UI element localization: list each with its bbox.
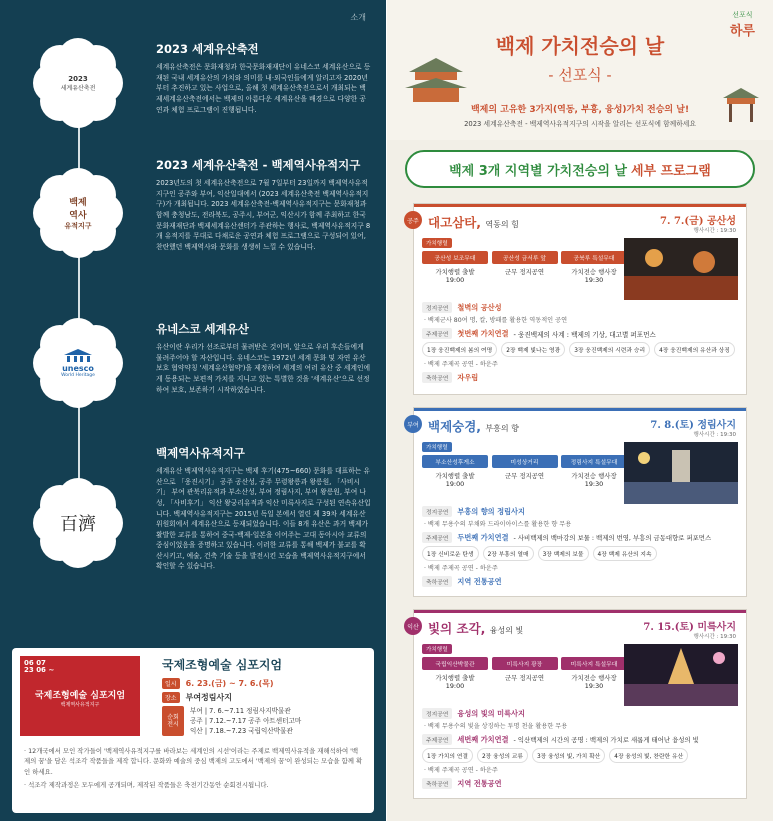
card-date: 7. 15.(토) 미륵사지 [643,622,736,633]
section-historic-areas [156,446,371,572]
parade-route: 가치행렬 부소산성후게소 가치행렬 출발 19:00 미성상거리 군무 정지공연 정림사지 특설무대 가치전승 행사장 19:30 [422,442,627,502]
parade-route: 가치행렬 국립익산박물관 가치행렬 출발 19:00 미륵사지 광장 군무 정지공연 미륵사지 특설무대 가치전승 행사장 19:30 [422,644,627,704]
card-title: 대고삼타, 역동의 힘 [428,215,519,230]
episode-list: 1장 웅진백제의 봄의 여명 2장 백제 빛나는 영광 3장 웅진백제의 시련과 승리 4장 웅진백제의 유산과 상징 [422,342,738,357]
program-title: 백제 가치전승의 날 [495,34,665,58]
symposium-period: 6. 23.(금) ~ 7. 6.(목) [185,679,274,688]
festival-logo-badge [33,38,123,128]
logo-year: 2023 [68,74,88,83]
event-photo [624,644,738,706]
card-time: 행사시간 : 19:30 [693,432,736,438]
static-show: 철벽의 공산성 [457,302,502,312]
haru-brand: 선포식 하루 [729,11,755,39]
section-title: 2023 세계유산축전 - 백제역사유적지구 [156,158,361,172]
program-banner: 백제 3개 지역별 가치전승의 날 세부 프로그램 [405,150,755,188]
unesco-temple-icon [61,348,95,364]
event-photo [624,238,738,300]
timeline-line [78,60,80,530]
episode-list: 1장 가치의 연결 2장 융성의 교류 3장 융성의 빛, 가치 확산 4장 융성의 빛, 찬란한 유산 [422,748,738,763]
tour-buyeo: 부여 | 7. 6.~7.11 정림사지박물관 [190,707,291,715]
program-header [387,0,773,140]
city-badge: 공주 [404,211,422,229]
program-subline: 2023 세계유산축전 - 백제역사유적지구의 시작을 알리는 선포식에 함께하세요 [464,120,696,128]
card-date: 7. 7.(금) 공산성 [660,216,736,227]
unesco-logo-badge: unesco World Heritage [33,318,123,408]
program-subtitle: - 선포식 - [548,66,612,84]
poster-subtitle: 백제역사유적지구 [60,702,100,709]
celebration-show: 자우림 [457,372,479,382]
program-panel [387,0,773,821]
section-body: 세계유산축전은 문화재청과 한국문화재재단이 유네스코 세계유산으로 등재된 국내 세계유산의 가치와 의미를 내·외국인들에게 알리고자 2020년부터 추진하고 있는 사업으로, 올해 첫 세계유산축전으로서 개최되는 백제세계유산축전에서는 백제의 아름다운 세계유산을 배경으로 다양한 공연과 체험 프로그램이 진행됩니다. [156,63,371,114]
section-body: 세계유산 백제역사유적지구는 백제 후기(475~660) 문화를 대표하는 유산으로 「웅진시기」 공주 공산성, 공주 무령왕릉과 왕릉원, 「사비시기」 부여 관북리유적과 부소산성, 부여 정림사지, 부여 왕릉원, 부여 나성, 「사비후기」 익산 왕궁리유적과 익산 미륵사지로 구성된 연속유산입니다. 백제역사유적지구는 2015년 독일 본에서 열린 제 39차 세계유산위원회에서 세계유산으로 등재되었습니다. 이들 8개 유산은 과거 백제가 활발한 교류를 통하여 중국-백제-일본을 이어주는 고대 동아시아 교류의 중심이었음을 증명하고 있습니다. 이러한 교류를 통해 백제가 불교를 확산시키고, 예술, 건축 기술 등을 발전시킨 모습을 백제역사유적지구에서 확인할 수 있습니다. [156,467,371,571]
symposium-poster [20,656,140,736]
card-time: 행사시간 : 19:30 [693,228,736,234]
card-title: 빛의 조각, 융성의 빛 [428,621,524,636]
section-title: 2023 세계유산축전 [156,42,259,56]
tour-gongju: 공주 | 7.12.~7.17 공주 아트센터고마 [190,717,302,726]
program-card-buyeo: 부여 백제숭경, 부흥의 향 7. 8.(토) 정림사지 행사시간 : 19:30 가치행렬 부소산성후게소 가치행렬 출발 19:00 미성상거리 군무 정지공연 정림사지 특설무대 가치전승 행사장 19:30 정지공연 부흥의 향의 정림사지 · 백제 무용수의 부채와 드라이아이스를 활용한 향 무용 주제공연 두번째 가치연결 - 사비백제의 백마강의 보물 : 백제의 번영, 부흥의 금동대향로 퍼포먼스 1장 신비로운 탄생 2장 부흥의 열매 3장 백제의 보물 4장 백제 유산의 지속 · 백제 주제곡 공연 - 하운주 축하공연 지역 전통공연 [413,407,747,597]
section-body: 2023년도의 첫 세계유산축전으로 7월 7일부터 23일까지 백제역사유적지구인 공주와 부여, 익산일대에서 (2023 세계유산축전 백제역사유적지구)가 개최됩니다. 2023 세계유산축전-백제역사유적지구는 문화재청과함께 충청남도, 전라북도, 공주시, 부여군, 익산시가 함께 주최하고 한국문화재재단과 백제세계유산센터가 주관하는 행사로, 백제역사유적지구 8개 유적지를 무대로 다채로운 공연과 체험 프로그램으로 구성되어 있어, 찬란했던 백제역사와 문화를 생생히 느낄 수 있습니다. [156,179,371,251]
program-headline: 백제의 고유한 3가지(역동, 부흥, 융성)가치 전승의 날! [470,105,690,115]
event-photo [624,442,738,504]
section-festival [156,42,371,115]
section-body: 유산이란 우리가 선조로부터 물려받은 것이며, 앞으로 우리 후손들에게 물려주어야 할 자산입니다. 유네스코는 1972년 세계 문화 및 자연 유산 보호 협약약칭 '세계유산협약')을 제정하여 세계의 여러 유산 중 세계인에게 동용되는 보편적 가치를 지니고 있는 특별한 것을 '세계유산'으로 선정하여 보호, 보존하기 시작하였습니다. [156,343,371,394]
program-card-gongju: 공주 대고삼타, 역동의 힘 7. 7.(금) 공산성 행사시간 : 19:30 가치행렬 공산성 보조무대 가치행렬 출발 19:00 공산성 금서루 앞 군무 정지공연 공북루 특설무대 가치전승 행사장 19:30 정지공연 철벽의 공산성 · 백제군사 80여 명, 칼, 방패를 활용한 역동적인 공연 주제공연 첫번째 가치연결 - 웅진백제의 사계 : 백제의 기상, 대고별 퍼포먼스 1장 웅진백제의 봄의 여명 2장 백제 빛나는 영광 3장 웅진백제의 시련과 승리 4장 웅진백제의 유산과 상징 · 백제 주제곡 공연 - 하운주 축하공연 자우림 [413,203,747,395]
baekje-logo-badge: 백제 역사 유적지구 [33,168,123,258]
celebration-show: 지역 전통공연 [457,576,502,586]
baekje-symbol-badge: 百濟 [33,478,123,568]
poster-dates: 06 07 23 06 ~ [24,659,55,675]
section-title: 유네스코 세계유산 [156,322,249,336]
logo-name: 세계유산축전 [60,84,96,92]
card-title: 백제숭경, 부흥의 향 [428,419,519,434]
intro-panel [0,0,386,821]
tour-iksan: 익산 | 7.18.~7.23 국립익산박물관 [190,727,293,736]
symposium-title: 국제조형예술 심포지엄 [162,658,283,672]
section-festival-baekje [156,158,371,252]
episode-list: 1장 신비로운 탄생 2장 부흥의 열매 3장 백제의 보물 4장 백제 유산의 지속 [422,546,738,561]
card-date: 7. 8.(토) 정림사지 [650,420,736,431]
city-badge: 익산 [404,617,422,635]
program-card-iksan: 익산 빛의 조각, 융성의 빛 7. 15.(토) 미륵사지 행사시간 : 19:30 가치행렬 국립익산박물관 가치행렬 출발 19:00 미륵사지 광장 군무 정지공연 미륵사지 특설무대 가치전승 행사장 19:30 정지공연 융성의 빛의 미륵사지 · 백제 무용수의 빛을 상징하는 투명 천을 활용한 무용 주제공연 세번째 가치연결 - 익산백제의 시간의 공명 : 백제의 가치로 새롭게 태어난 융성의 빛 1장 가치의 연결 2장 융성의 교류 3장 융성의 빛, 가치 확산 4장 융성의 빛, 찬란한 유산 · 백제 주제곡 공연 - 하운주 축하공연 지역 전통공연 [413,609,747,799]
section-tag: 소개 [350,13,366,22]
static-show: 융성의 빛의 미륵사지 [457,708,525,718]
parade-route: 가치행렬 공산성 보조무대 가치행렬 출발 19:00 공산성 금서루 앞 군무 정지공연 공북루 특설무대 가치전승 행사장 19:30 [422,238,627,298]
symposium-notes: · 12개국에서 모인 작가들이 '백제역사유적지구를 바라보는 세계인의 시선'이라는 주제로 백제역사유적을 재해석하여 '백제의 꿈'을 담은 석조각 작품들을 제작 합니다. 문화와 예술의 중심 백제의 고도에서 '백제의 꿈'이 완성되는 모습을 함께 확인 하세요. · 석조각 제작과정은 모두에게 공개되며, 제작된 작품들은 축전기간동안 순회전시됩니다. [24,747,363,789]
section-title: 백제역사유적지구 [156,446,245,460]
city-badge: 부여 [404,415,422,433]
card-time: 행사시간 : 19:30 [693,634,736,640]
section-unesco [156,322,371,395]
poster-title: 국제조형예술 심포지엄 [34,690,126,701]
symposium-venue: 부여정림사지 [185,693,232,702]
celebration-show: 지역 전통공연 [457,778,502,788]
symposium-box: 06 07 23 06 ~ 국제조형예술 심포지엄 백제역사유적지구 국제조형예술 심포지엄 일시 6. 23.(금) ~ 7. 6.(목) 장소 부여정림사지 순회 전시 부여 | 7. 6.~7.11 정림사지박물관 공주 | 7.12.~7.17 공주 아트센터고마 익산 | 7.18.~7.23 국립익산박물관 · 12개국에서 모인 작가들이 '백제역사유적지구를 바라보는 세계인의 시선'이라는 주제로 백제역사유적을 재해석하여 '백제의 꿈'을 담은 석조각 작품들을 제작 합니다. 문화와 예술의 중심 백제의 고도에서 '백제의 꿈'이 완성되는 모습을 함께 확인 하세요. · 석조각 제작과정은 모두에게 공개되며, 제작된 작품들은 축전기간동안 순회전시됩니다. [12,648,374,813]
static-show: 부흥의 향의 정림사지 [457,506,525,516]
